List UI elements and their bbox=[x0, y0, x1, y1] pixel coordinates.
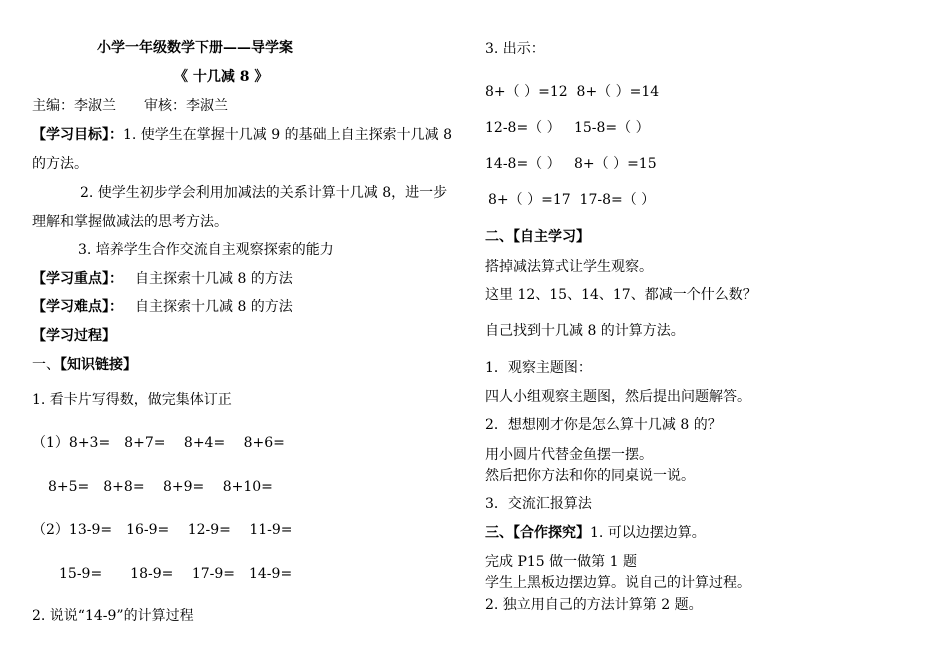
exercise-row-1: （1）8+3= 8+7= 8+4= 8+6= bbox=[32, 435, 285, 451]
difficulty-text: 自主探索十几减 8 的方法 bbox=[135, 299, 293, 315]
show-row-2: 12-8=（ ） 15-8=（ ） bbox=[485, 120, 650, 136]
editors-line: 主编：李淑兰 审核：李淑兰 bbox=[32, 98, 228, 114]
section1-heading bbox=[32, 356, 137, 374]
section3-heading bbox=[485, 524, 706, 542]
self-study-line-8: 然后把你方法和你的同桌说一说。 bbox=[485, 468, 695, 484]
difficulty-line bbox=[32, 298, 293, 316]
exercise-row-4: 15-9= 18-9= 17-9= 14-9= bbox=[59, 566, 293, 582]
left-column bbox=[32, 0, 472, 671]
self-study-line-5: 四人小组观察主题图，然后提出问题解答。 bbox=[485, 389, 751, 405]
self-study-line-9: 3．交流汇报算法 bbox=[485, 496, 592, 512]
show-row-1: 8+（ ）=12 8+（ ）=14 bbox=[485, 84, 660, 100]
self-study-line-7: 用小圆片代替金鱼摆一摆。 bbox=[485, 447, 653, 463]
card-instruction: 1. 看卡片写得数，做完集体订正 bbox=[32, 392, 232, 408]
self-study-line-1: 搭掉减法算式让学生观察。 bbox=[485, 259, 653, 275]
self-study-line-3: 自己找到十几减 8 的计算方法。 bbox=[485, 323, 685, 339]
cooperate-line-3: 2. 独立用自己的方法计算第 2 题。 bbox=[485, 597, 703, 613]
goal2-text: 2. 使学生初步学会利用加减法的关系计算十几减 8，进一步 bbox=[80, 185, 448, 201]
section3-text: 1. 可以边摆边算。 bbox=[590, 525, 706, 541]
cooperate-line-1: 完成 P15 做一做第 1 题 bbox=[485, 554, 637, 570]
process-heading: 【学习过程】 bbox=[32, 328, 116, 344]
cooperate-line-2: 学生上黑板边摆边算。说自己的计算过程。 bbox=[485, 575, 751, 591]
key-point-label: 【学习重点】： bbox=[32, 271, 123, 287]
goal1-text: 1. 使学生在掌握十几减 9 的基础上自主探索十几减 8 bbox=[123, 127, 452, 143]
exercise-row-3: （2）13-9= 16-9= 12-9= 11-9= bbox=[32, 522, 293, 538]
difficulty-label: 【学习难点】： bbox=[32, 299, 123, 315]
document-title: 小学一年级数学下册——导学案 bbox=[97, 40, 293, 56]
section2-heading: 二、【自主学习】 bbox=[485, 229, 590, 245]
section1-prefix: 一、 bbox=[32, 357, 60, 373]
section1-label: 【知识链接】 bbox=[60, 357, 137, 373]
show-heading: 3. 出示： bbox=[485, 41, 545, 57]
show-row-3: 14-8=（ ） 8+（ ）=15 bbox=[485, 156, 657, 172]
key-point-line bbox=[32, 270, 293, 288]
goals-label: 【学习目标】： bbox=[32, 127, 123, 143]
section3-label: 三、【合作探究】 bbox=[485, 525, 590, 541]
key-point-text: 自主探索十几减 8 的方法 bbox=[135, 271, 293, 287]
goal3-text: 3. 培养学生合作交流自主观察探索的能力 bbox=[78, 242, 334, 258]
exercise-row-2: 8+5= 8+8= 8+9= 8+10= bbox=[48, 479, 273, 495]
goal1-continued: 的方法。 bbox=[32, 156, 88, 172]
lesson-subtitle: 《 十几减 8 》 bbox=[174, 69, 269, 85]
self-study-line-6: 2．想想刚才你是怎么算十几减 8 的？ bbox=[485, 417, 722, 433]
self-study-line-4: 1．观察主题图： bbox=[485, 360, 592, 376]
goal1-line bbox=[32, 126, 452, 144]
show-row-4: 8+（ ）=17 17-8=（ ） bbox=[488, 192, 656, 208]
explain-instruction: 2. 说说“14-9”的计算过程 bbox=[32, 608, 194, 624]
self-study-line-2: 这里 12、15、14、17、都减一个什么数？ bbox=[485, 287, 757, 303]
goal2-continued: 理解和掌握做减法的思考方法。 bbox=[32, 214, 228, 230]
right-column bbox=[485, 0, 925, 671]
